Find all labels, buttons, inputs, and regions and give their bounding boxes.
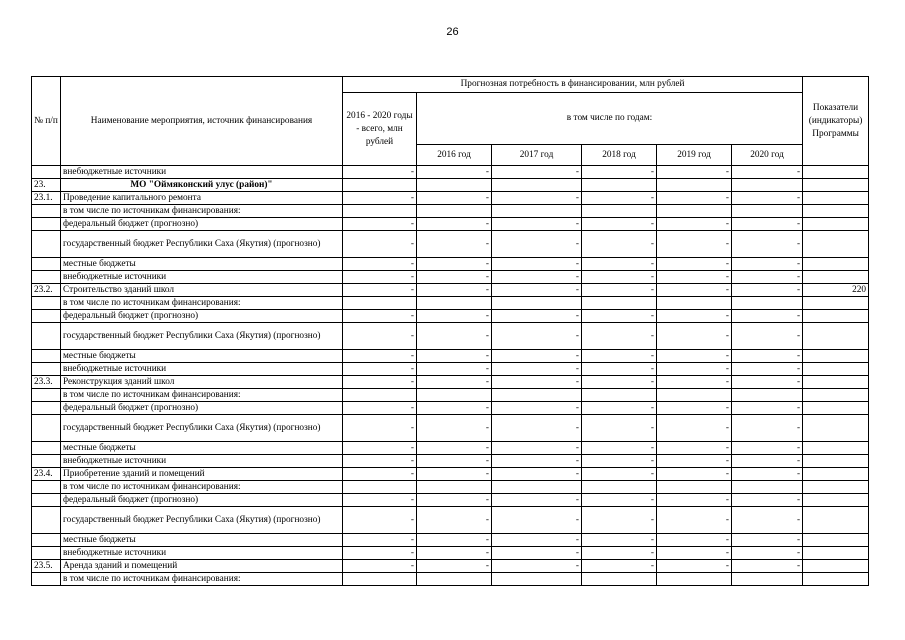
indicator-value — [803, 192, 869, 205]
indicator-value — [803, 376, 869, 389]
year-value — [732, 205, 803, 218]
row-name: федеральный бюджет (прогнозно) — [61, 402, 343, 415]
year-value: - — [492, 310, 582, 323]
year-value — [732, 481, 803, 494]
year-value: - — [582, 310, 657, 323]
year-value: - — [582, 231, 657, 258]
indicator-value — [803, 415, 869, 442]
year-value: - — [657, 534, 732, 547]
year-value: - — [582, 363, 657, 376]
year-value: - — [582, 415, 657, 442]
year-value: - — [492, 350, 582, 363]
indicator-value — [803, 297, 869, 310]
year-value: - — [492, 455, 582, 468]
total-value: - — [343, 310, 417, 323]
total-value: - — [343, 376, 417, 389]
indicator-value — [803, 179, 869, 192]
header-year: 2020 год — [732, 145, 803, 166]
row-name: Строительство зданий школ — [61, 284, 343, 297]
year-value — [657, 205, 732, 218]
row-number: 23.5. — [32, 560, 61, 573]
year-value: - — [492, 415, 582, 442]
year-value — [417, 481, 492, 494]
total-value: - — [343, 402, 417, 415]
year-value: - — [732, 310, 803, 323]
table-row — [32, 547, 869, 560]
total-value: - — [343, 231, 417, 258]
year-value: - — [657, 231, 732, 258]
row-name: государственный бюджет Республики Саха (Якутия) (прогнозно) — [61, 507, 343, 534]
year-value: - — [417, 376, 492, 389]
indicator-value — [803, 560, 869, 573]
row-number — [32, 166, 61, 179]
row-number — [32, 205, 61, 218]
year-value: - — [732, 560, 803, 573]
year-value: - — [582, 166, 657, 179]
indicator-value — [803, 442, 869, 455]
indicator-value — [803, 481, 869, 494]
indicator-value — [803, 494, 869, 507]
row-number — [32, 573, 61, 586]
year-value — [492, 389, 582, 402]
table-row — [32, 376, 869, 389]
table-row — [32, 455, 869, 468]
year-value: - — [582, 494, 657, 507]
indicator-value — [803, 350, 869, 363]
year-value: - — [582, 284, 657, 297]
year-value: - — [732, 218, 803, 231]
year-value: - — [492, 402, 582, 415]
row-name: в том числе по источникам финансирования: — [61, 297, 343, 310]
row-name: внебюджетные источники — [61, 455, 343, 468]
year-value: - — [657, 442, 732, 455]
year-value: - — [417, 507, 492, 534]
year-value — [492, 573, 582, 586]
year-value — [732, 297, 803, 310]
table-row — [32, 271, 869, 284]
total-value: - — [343, 547, 417, 560]
row-number — [32, 271, 61, 284]
total-value — [343, 573, 417, 586]
indicator-value — [803, 310, 869, 323]
table-row — [32, 481, 869, 494]
year-value: - — [657, 468, 732, 481]
indicator-value — [803, 231, 869, 258]
total-value — [343, 481, 417, 494]
year-value: - — [492, 218, 582, 231]
row-name: государственный бюджет Республики Саха (Якутия) (прогнозно) — [61, 415, 343, 442]
indicator-value — [803, 205, 869, 218]
table-row — [32, 560, 869, 573]
row-number — [32, 350, 61, 363]
year-value: - — [492, 271, 582, 284]
table-row — [32, 573, 869, 586]
year-value: - — [582, 468, 657, 481]
total-value: - — [343, 271, 417, 284]
table-row — [32, 494, 869, 507]
year-value: - — [732, 231, 803, 258]
year-value: - — [657, 323, 732, 350]
year-value — [492, 179, 582, 192]
year-value: - — [657, 547, 732, 560]
year-value: - — [732, 415, 803, 442]
indicator-value — [803, 402, 869, 415]
table-row — [32, 284, 869, 297]
row-name: федеральный бюджет (прогнозно) — [61, 310, 343, 323]
row-number — [32, 218, 61, 231]
row-name: внебюджетные источники — [61, 166, 343, 179]
row-name: внебюджетные источники — [61, 271, 343, 284]
year-value: - — [582, 547, 657, 560]
row-number — [32, 534, 61, 547]
row-name: государственный бюджет Республики Саха (Якутия) (прогнозно) — [61, 231, 343, 258]
total-value: - — [343, 192, 417, 205]
year-value — [417, 573, 492, 586]
year-value: - — [417, 494, 492, 507]
year-value — [582, 481, 657, 494]
indicator-value — [803, 323, 869, 350]
table-row — [32, 507, 869, 534]
row-number — [32, 323, 61, 350]
year-value: - — [657, 363, 732, 376]
total-value: - — [343, 468, 417, 481]
total-value: - — [343, 258, 417, 271]
year-value: - — [732, 534, 803, 547]
header-year: 2017 год — [492, 145, 582, 166]
table-row — [32, 192, 869, 205]
year-value: - — [492, 192, 582, 205]
header-funding-group: Прогнозная потребность в финансировании, млн рублей — [343, 77, 803, 93]
year-value: - — [732, 547, 803, 560]
year-value: - — [492, 494, 582, 507]
indicator-value — [803, 507, 869, 534]
year-value: - — [657, 166, 732, 179]
row-number — [32, 442, 61, 455]
row-number: 23.1. — [32, 192, 61, 205]
row-name: местные бюджеты — [61, 350, 343, 363]
year-value: - — [657, 560, 732, 573]
total-value: - — [343, 455, 417, 468]
total-value: - — [343, 166, 417, 179]
year-value: - — [417, 284, 492, 297]
year-value: - — [417, 350, 492, 363]
year-value: - — [582, 323, 657, 350]
year-value: - — [582, 507, 657, 534]
year-value: - — [417, 363, 492, 376]
total-value: - — [343, 218, 417, 231]
year-value: - — [417, 560, 492, 573]
indicator-value — [803, 258, 869, 271]
total-value: - — [343, 323, 417, 350]
year-value: - — [732, 323, 803, 350]
row-number: 23.4. — [32, 468, 61, 481]
year-value: - — [582, 258, 657, 271]
year-value: - — [492, 284, 582, 297]
header-name: Наименование мероприятия, источник финансирования — [61, 77, 343, 166]
year-value: - — [582, 350, 657, 363]
total-value: - — [343, 560, 417, 573]
year-value: - — [582, 376, 657, 389]
year-value: - — [417, 442, 492, 455]
year-value — [732, 389, 803, 402]
year-value: - — [492, 547, 582, 560]
table-row — [32, 258, 869, 271]
year-value: - — [657, 284, 732, 297]
table-row — [32, 415, 869, 442]
year-value — [492, 205, 582, 218]
table-body — [32, 166, 869, 586]
year-value: - — [657, 350, 732, 363]
year-value: - — [492, 468, 582, 481]
year-value: - — [657, 271, 732, 284]
total-value — [343, 205, 417, 218]
row-name: Приобретение зданий и помещений — [61, 468, 343, 481]
year-value: - — [492, 376, 582, 389]
table-row — [32, 218, 869, 231]
table-row — [32, 205, 869, 218]
year-value: - — [492, 166, 582, 179]
year-value — [582, 205, 657, 218]
year-value: - — [417, 310, 492, 323]
header-year: 2019 год — [657, 145, 732, 166]
total-value: - — [343, 494, 417, 507]
year-value: - — [417, 231, 492, 258]
table-row — [32, 179, 869, 192]
table-row — [32, 468, 869, 481]
year-value: - — [417, 468, 492, 481]
row-number — [32, 455, 61, 468]
row-name: в том числе по источникам финансирования: — [61, 389, 343, 402]
year-value — [732, 573, 803, 586]
year-value: - — [417, 455, 492, 468]
year-value: - — [657, 507, 732, 534]
year-value: - — [582, 560, 657, 573]
row-name: внебюджетные источники — [61, 363, 343, 376]
year-value: - — [732, 350, 803, 363]
row-number — [32, 547, 61, 560]
row-number: 23.2. — [32, 284, 61, 297]
row-name: в том числе по источникам финансирования: — [61, 205, 343, 218]
financing-table — [31, 76, 869, 586]
row-name: федеральный бюджет (прогнозно) — [61, 218, 343, 231]
indicator-value — [803, 389, 869, 402]
header-num: № п/п — [32, 77, 61, 166]
year-value: - — [417, 402, 492, 415]
row-number — [32, 258, 61, 271]
year-value: - — [417, 218, 492, 231]
year-value — [417, 297, 492, 310]
total-value: - — [343, 415, 417, 442]
row-name: Проведение капитального ремонта — [61, 192, 343, 205]
year-value: - — [417, 192, 492, 205]
year-value: - — [417, 166, 492, 179]
row-name: Аренда зданий и помещений — [61, 560, 343, 573]
row-name: внебюджетные источники — [61, 547, 343, 560]
year-value: - — [417, 258, 492, 271]
year-value: - — [417, 323, 492, 350]
total-value: - — [343, 350, 417, 363]
year-value — [492, 297, 582, 310]
year-value: - — [732, 442, 803, 455]
table-row — [32, 389, 869, 402]
year-value: - — [582, 402, 657, 415]
year-value: - — [732, 271, 803, 284]
year-value: - — [732, 166, 803, 179]
total-value: - — [343, 363, 417, 376]
year-value: - — [492, 560, 582, 573]
table-row — [32, 323, 869, 350]
year-value: - — [492, 534, 582, 547]
row-name: местные бюджеты — [61, 534, 343, 547]
year-value: - — [417, 271, 492, 284]
row-name: государственный бюджет Республики Саха (Якутия) (прогнозно) — [61, 323, 343, 350]
header-by-years: в том числе по годам: — [417, 93, 803, 145]
header-year: 2018 год — [582, 145, 657, 166]
table-row — [32, 297, 869, 310]
indicator-value — [803, 271, 869, 284]
year-value: - — [732, 258, 803, 271]
year-value — [582, 389, 657, 402]
row-name: федеральный бюджет (прогнозно) — [61, 494, 343, 507]
year-value: - — [492, 442, 582, 455]
row-name: в том числе по источникам финансирования: — [61, 481, 343, 494]
row-number — [32, 415, 61, 442]
year-value: - — [657, 415, 732, 442]
table-row — [32, 402, 869, 415]
year-value: - — [732, 363, 803, 376]
row-name: в том числе по источникам финансирования: — [61, 573, 343, 586]
year-value: - — [657, 310, 732, 323]
indicator-value — [803, 218, 869, 231]
year-value: - — [732, 507, 803, 534]
total-value — [343, 179, 417, 192]
row-number — [32, 363, 61, 376]
row-number: 23.3. — [32, 376, 61, 389]
year-value: - — [582, 192, 657, 205]
year-value: - — [582, 455, 657, 468]
total-value — [343, 389, 417, 402]
table-row — [32, 166, 869, 179]
year-value — [657, 481, 732, 494]
table-header — [32, 77, 869, 166]
year-value: - — [582, 442, 657, 455]
year-value — [417, 205, 492, 218]
indicator-value — [803, 468, 869, 481]
year-value: - — [732, 192, 803, 205]
section-title: МО "Оймяконский улус (район)" — [61, 179, 343, 192]
year-value — [657, 573, 732, 586]
indicator-value — [803, 534, 869, 547]
year-value: - — [657, 192, 732, 205]
year-value: - — [417, 534, 492, 547]
indicator-value — [803, 547, 869, 560]
row-number — [32, 507, 61, 534]
row-number — [32, 402, 61, 415]
row-number — [32, 494, 61, 507]
table-row — [32, 534, 869, 547]
year-value — [492, 481, 582, 494]
table-row — [32, 231, 869, 258]
row-number — [32, 310, 61, 323]
indicator-value — [803, 363, 869, 376]
year-value — [582, 179, 657, 192]
year-value: - — [657, 258, 732, 271]
year-value: - — [492, 507, 582, 534]
year-value — [657, 297, 732, 310]
header-total: 2016 - 2020 годы - всего, млн рублей — [343, 93, 417, 166]
year-value: - — [582, 534, 657, 547]
total-value: - — [343, 442, 417, 455]
table-row — [32, 442, 869, 455]
year-value: - — [657, 494, 732, 507]
year-value — [657, 179, 732, 192]
year-value: - — [732, 284, 803, 297]
year-value: - — [582, 271, 657, 284]
indicator-value — [803, 573, 869, 586]
row-name: местные бюджеты — [61, 258, 343, 271]
year-value — [582, 297, 657, 310]
row-number — [32, 297, 61, 310]
row-number — [32, 389, 61, 402]
year-value: - — [582, 218, 657, 231]
indicator-value — [803, 166, 869, 179]
year-value: - — [732, 468, 803, 481]
row-number — [32, 231, 61, 258]
year-value: - — [417, 547, 492, 560]
total-value — [343, 297, 417, 310]
total-value: - — [343, 284, 417, 297]
year-value: - — [657, 376, 732, 389]
year-value — [582, 573, 657, 586]
indicator-value — [803, 455, 869, 468]
table-row — [32, 310, 869, 323]
year-value: - — [657, 455, 732, 468]
year-value — [732, 179, 803, 192]
year-value: - — [732, 402, 803, 415]
year-value: - — [732, 376, 803, 389]
year-value — [657, 389, 732, 402]
year-value: - — [492, 363, 582, 376]
total-value: - — [343, 507, 417, 534]
year-value: - — [492, 231, 582, 258]
row-number: 23. — [32, 179, 61, 192]
total-value: - — [343, 534, 417, 547]
year-value — [417, 389, 492, 402]
table-row — [32, 363, 869, 376]
year-value: - — [732, 455, 803, 468]
indicator-value: 220 — [803, 284, 869, 297]
year-value: - — [492, 323, 582, 350]
page-number: 26 — [446, 26, 459, 38]
row-name: Реконструкция зданий школ — [61, 376, 343, 389]
year-value: - — [732, 494, 803, 507]
year-value — [417, 179, 492, 192]
year-value: - — [492, 258, 582, 271]
table-row — [32, 350, 869, 363]
row-name: местные бюджеты — [61, 442, 343, 455]
row-number — [32, 481, 61, 494]
header-year: 2016 год — [417, 145, 492, 166]
year-value: - — [657, 218, 732, 231]
year-value: - — [657, 402, 732, 415]
header-indicators: Показатели (индикаторы) Программы — [803, 77, 869, 166]
year-value: - — [417, 415, 492, 442]
